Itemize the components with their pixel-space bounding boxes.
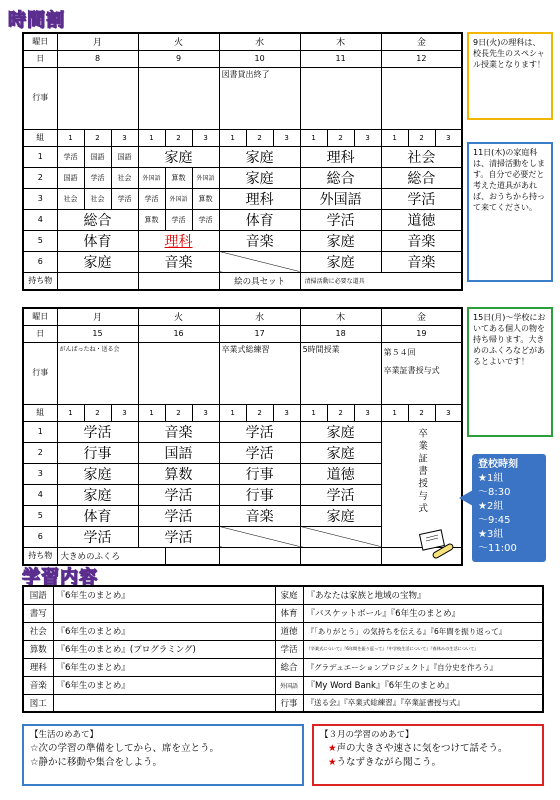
cell-wed: 体育 bbox=[219, 209, 300, 230]
mochimono-tue bbox=[165, 547, 219, 565]
cell-thu: 学活 bbox=[300, 484, 381, 505]
event-fri bbox=[381, 342, 462, 404]
arrival-line: ～11:00 bbox=[478, 543, 517, 554]
cell-mon: 体育 bbox=[57, 505, 138, 526]
content-gaikokugo: 『My Word Bank』『6年生のまとめ』 bbox=[303, 676, 543, 694]
cell-mon: 家庭 bbox=[57, 251, 138, 272]
cell-tue-1: 学活 bbox=[138, 188, 165, 209]
cell-mon: 総合 bbox=[57, 209, 138, 230]
cell-wed: 学活 bbox=[219, 442, 300, 463]
period-1: 1 bbox=[23, 146, 57, 167]
event-mon: がんばったね・送る会 bbox=[57, 342, 138, 404]
group-num: 1 bbox=[381, 404, 408, 421]
mochimono-tue bbox=[138, 272, 219, 290]
cell-fri: 学活 bbox=[381, 188, 462, 209]
content-taiiku: 『バスケットボール』『6年生のまとめ』 bbox=[303, 604, 543, 622]
cell-wed: 家庭 bbox=[219, 167, 300, 188]
subject-dotoku: 道徳 bbox=[275, 622, 303, 640]
period-4: 4 bbox=[23, 209, 57, 230]
cell-mon-3: 社会 bbox=[111, 167, 138, 188]
group-num: 1 bbox=[57, 404, 84, 421]
cell-mon-2: 社会 bbox=[84, 188, 111, 209]
mochimono-wed bbox=[219, 547, 300, 565]
date-tue: 9 bbox=[138, 50, 219, 67]
row-label-youbi: 曜日 bbox=[23, 33, 57, 50]
group-num: 1 bbox=[300, 404, 327, 421]
event-tue bbox=[138, 67, 219, 129]
row-label-kumi: 組 bbox=[23, 129, 57, 146]
period-4: 4 bbox=[23, 484, 57, 505]
event-thu: 5時間授業 bbox=[300, 342, 381, 404]
period-3: 3 bbox=[23, 463, 57, 484]
subject-gakkatsu: 学活 bbox=[275, 640, 303, 658]
star-icon: ★ bbox=[328, 757, 337, 768]
event-thu bbox=[300, 67, 381, 129]
cell-tue-special: 理科 bbox=[138, 230, 219, 251]
group-num: 3 bbox=[435, 404, 462, 421]
cell-mon: 体育 bbox=[57, 230, 138, 251]
event-tue bbox=[138, 342, 219, 404]
cell-thu: 外国語 bbox=[300, 188, 381, 209]
group-num: 3 bbox=[192, 129, 219, 146]
subject-katei: 家庭 bbox=[275, 586, 303, 604]
group-num: 2 bbox=[408, 404, 435, 421]
content-kokugo: 『6年生のまとめ』 bbox=[53, 586, 275, 604]
group-num: 1 bbox=[57, 129, 84, 146]
arrival-line: ★2組 bbox=[478, 501, 504, 512]
mochimono-wed: 絵の具セット bbox=[219, 272, 300, 290]
day-wed: 水 bbox=[219, 33, 300, 50]
cell-fri: 道徳 bbox=[381, 209, 462, 230]
date-thu: 11 bbox=[300, 50, 381, 67]
cell-mon-1: 学活 bbox=[57, 146, 84, 167]
gakushu-title: 学習内容 bbox=[22, 567, 98, 588]
cell-tue: 算数 bbox=[138, 463, 219, 484]
group-num: 2 bbox=[408, 129, 435, 146]
subject-gaikokugo: 外国語 bbox=[275, 676, 303, 694]
note-home-econ-cleaning: 11日(木)の家庭科は、清掃活動をします。自分で必要だと考えた道具があれば、おうちから持って来てください。 bbox=[467, 142, 553, 282]
cell-tue: 家庭 bbox=[138, 146, 219, 167]
group-num: 3 bbox=[273, 129, 300, 146]
cell-wed: 行事 bbox=[219, 463, 300, 484]
cell-tue: 学活 bbox=[138, 484, 219, 505]
date-mon: 8 bbox=[57, 50, 138, 67]
subject-sansu: 算数 bbox=[23, 640, 53, 658]
life-goal-item: ☆次の学習の準備をしてから、席を立とう。 bbox=[30, 743, 220, 754]
group-num: 2 bbox=[165, 129, 192, 146]
subject-shakai: 社会 bbox=[23, 622, 53, 640]
cell-mon-1: 国語 bbox=[57, 167, 84, 188]
cell-tue-3: 学活 bbox=[192, 209, 219, 230]
cell-wed-empty bbox=[219, 251, 300, 272]
timetable-week2 bbox=[22, 307, 463, 566]
study-goals bbox=[312, 724, 544, 786]
content-rika: 『6年生のまとめ』 bbox=[53, 658, 275, 676]
cell-tue-2: 算数 bbox=[165, 167, 192, 188]
group-num: 2 bbox=[84, 129, 111, 146]
mochimono-mon: 大きめのふくろ bbox=[57, 547, 165, 565]
content-sogo: 『グラデュエーションプロジェクト』『自分史を作ろう』 bbox=[303, 658, 543, 676]
arrival-line: ～8:30 bbox=[478, 487, 511, 498]
life-goal-item: ☆静かに移動や集合をしよう。 bbox=[30, 757, 163, 768]
period-1: 1 bbox=[23, 421, 57, 442]
cell-fri: 社会 bbox=[381, 146, 462, 167]
group-num: 3 bbox=[354, 404, 381, 421]
day-fri: 金 bbox=[381, 308, 462, 325]
day-thu: 木 bbox=[300, 308, 381, 325]
cell-tue-3: 外国語 bbox=[192, 167, 219, 188]
cell-wed: 家庭 bbox=[219, 146, 300, 167]
event-mon bbox=[57, 67, 138, 129]
note-bring-bags: 15日(月)～学校においてある個人の物を持ち帰ります。大きめのふくろなどがあるとよいです！ bbox=[467, 307, 553, 437]
content-shosha bbox=[53, 604, 275, 622]
group-num: 1 bbox=[381, 129, 408, 146]
event-fri bbox=[381, 67, 462, 129]
period-3: 3 bbox=[23, 188, 57, 209]
cell-tue: 音楽 bbox=[138, 421, 219, 442]
mochimono-thu: 清掃活動に必要な道具 bbox=[300, 272, 462, 290]
mochimono-mon bbox=[57, 272, 138, 290]
subject-zuko: 図工 bbox=[23, 694, 53, 712]
group-num: 3 bbox=[192, 404, 219, 421]
group-num: 2 bbox=[246, 404, 273, 421]
day-mon: 月 bbox=[57, 308, 138, 325]
day-wed: 水 bbox=[219, 308, 300, 325]
date-wed: 10 bbox=[219, 50, 300, 67]
cell-thu: 家庭 bbox=[300, 230, 381, 251]
date-wed: 17 bbox=[219, 325, 300, 342]
cell-wed: 音楽 bbox=[219, 505, 300, 526]
cell-wed: 学活 bbox=[219, 421, 300, 442]
group-num: 3 bbox=[111, 129, 138, 146]
period-6: 6 bbox=[23, 251, 57, 272]
subject-rika: 理科 bbox=[23, 658, 53, 676]
row-label-hi: 日 bbox=[23, 50, 57, 67]
row-label-gyoji: 行事 bbox=[23, 342, 57, 404]
cell-thu: 総合 bbox=[300, 167, 381, 188]
subject-kokugo: 国語 bbox=[23, 586, 53, 604]
cell-tue: 音楽 bbox=[138, 251, 219, 272]
content-dotoku: 『「ありがとう」の気持ちを伝える』『6年間を振り返って』 bbox=[303, 622, 543, 640]
period-6: 6 bbox=[23, 526, 57, 547]
day-thu: 木 bbox=[300, 33, 381, 50]
content-gyoji: 『送る会』『卒業式総練習』『卒業証書授与式』 bbox=[303, 694, 543, 712]
cell-tue-1: 外国語 bbox=[138, 167, 165, 188]
mochimono-thu bbox=[300, 547, 381, 565]
cell-thu: 理科 bbox=[300, 146, 381, 167]
cell-fri: 総合 bbox=[381, 167, 462, 188]
subject-ongaku: 音楽 bbox=[23, 676, 53, 694]
cell-fri: 音楽 bbox=[381, 251, 462, 272]
cell-mon: 家庭 bbox=[57, 484, 138, 505]
life-goals-title: 【生活のめあて】 bbox=[30, 730, 99, 740]
event-wed: 図書貸出終了 bbox=[219, 67, 300, 129]
cell-mon-3: 学活 bbox=[111, 188, 138, 209]
group-num: 1 bbox=[138, 129, 165, 146]
group-num: 2 bbox=[84, 404, 111, 421]
content-katei: 『あなたは家族と地域の宝物』 bbox=[303, 586, 543, 604]
subject-gyoji: 行事 bbox=[275, 694, 303, 712]
cell-mon-2: 学活 bbox=[84, 167, 111, 188]
arrival-line: ★1組 bbox=[478, 473, 504, 484]
period-2: 2 bbox=[23, 442, 57, 463]
group-num: 3 bbox=[111, 404, 138, 421]
subject-sogo: 総合 bbox=[275, 658, 303, 676]
event-wed: 卒業式総練習 bbox=[219, 342, 300, 404]
cell-thu-empty bbox=[300, 526, 381, 547]
cell-mon-2: 国語 bbox=[84, 146, 111, 167]
cell-tue: 国語 bbox=[138, 442, 219, 463]
group-num: 1 bbox=[138, 404, 165, 421]
cell-fri: 音楽 bbox=[381, 230, 462, 251]
row-label-hi: 日 bbox=[23, 325, 57, 342]
date-tue: 16 bbox=[138, 325, 219, 342]
content-ongaku: 『6年生のまとめ』 bbox=[53, 676, 275, 694]
period-5: 5 bbox=[23, 505, 57, 526]
row-label-kumi: 組 bbox=[23, 404, 57, 421]
content-sansu: 『6年生のまとめ』(プログラミング) bbox=[53, 640, 275, 658]
ceremony-vertical-text: 卒業証書授与式 bbox=[416, 427, 428, 515]
study-goal-item: ★うなずきながら聞こう。 bbox=[328, 757, 442, 768]
content-gakkatsu: 『卒業式について』『6年間を振り返って』『中学校生活について』『春休みの生活について』 bbox=[303, 640, 543, 658]
study-goal-item: ★声の大きさや速さに気をつけて話そう。 bbox=[328, 743, 508, 754]
day-tue: 火 bbox=[138, 308, 219, 325]
subject-taiiku: 体育 bbox=[275, 604, 303, 622]
cell-tue: 学活 bbox=[138, 526, 219, 547]
arrival-line: ★3組 bbox=[478, 529, 504, 540]
period-2: 2 bbox=[23, 167, 57, 188]
row-label-mochimono: 持ち物 bbox=[23, 272, 57, 290]
group-num: 2 bbox=[327, 404, 354, 421]
life-goals bbox=[22, 724, 304, 786]
arrival-line: ～9:45 bbox=[478, 515, 511, 526]
timetable-week1 bbox=[22, 32, 463, 291]
row-label-youbi: 曜日 bbox=[23, 308, 57, 325]
period-5: 5 bbox=[23, 230, 57, 251]
content-zuko bbox=[53, 694, 275, 712]
arrival-pointer-icon bbox=[459, 490, 473, 506]
study-goals-title: 【３月の学習のめあて】 bbox=[320, 730, 414, 740]
cell-mon-1: 社会 bbox=[57, 188, 84, 209]
date-fri: 19 bbox=[381, 325, 462, 342]
day-fri: 金 bbox=[381, 33, 462, 50]
group-num: 1 bbox=[300, 129, 327, 146]
diploma-icon bbox=[418, 528, 458, 564]
note-arrival-times bbox=[472, 454, 546, 562]
gakushu-table bbox=[22, 585, 544, 713]
cell-mon: 学活 bbox=[57, 421, 138, 442]
cell-mon: 学活 bbox=[57, 526, 138, 547]
group-num: 1 bbox=[219, 129, 246, 146]
group-num: 3 bbox=[435, 129, 462, 146]
cell-thu: 家庭 bbox=[300, 251, 381, 272]
cell-thu: 学活 bbox=[300, 209, 381, 230]
cell-mon: 家庭 bbox=[57, 463, 138, 484]
group-num: 3 bbox=[273, 404, 300, 421]
cell-thu: 道徳 bbox=[300, 463, 381, 484]
row-label-gyoji: 行事 bbox=[23, 67, 57, 129]
cell-thu: 家庭 bbox=[300, 442, 381, 463]
cell-wed-empty bbox=[219, 526, 300, 547]
event-fri-line1: 第５４回 bbox=[383, 347, 416, 357]
cell-thu: 家庭 bbox=[300, 505, 381, 526]
day-mon: 月 bbox=[57, 33, 138, 50]
cell-wed: 音楽 bbox=[219, 230, 300, 251]
cell-mon: 行事 bbox=[57, 442, 138, 463]
group-num: 2 bbox=[327, 129, 354, 146]
cell-tue-1: 算数 bbox=[138, 209, 165, 230]
cell-wed: 理科 bbox=[219, 188, 300, 209]
cell-tue-2: 外国語 bbox=[165, 188, 192, 209]
date-fri: 12 bbox=[381, 50, 462, 67]
date-mon: 15 bbox=[57, 325, 138, 342]
subject-shosha: 書写 bbox=[23, 604, 53, 622]
note-science-special: 9日(火)の理科は、校長先生のスペシャル授業となります！ bbox=[467, 32, 553, 120]
cell-wed: 行事 bbox=[219, 484, 300, 505]
group-num: 3 bbox=[354, 129, 381, 146]
row-label-mochimono: 持ち物 bbox=[23, 547, 57, 565]
cell-thu: 家庭 bbox=[300, 421, 381, 442]
group-num: 2 bbox=[165, 404, 192, 421]
cell-tue: 学活 bbox=[138, 505, 219, 526]
cell-mon-3: 国語 bbox=[111, 146, 138, 167]
content-shakai: 『6年生のまとめ』 bbox=[53, 622, 275, 640]
cell-tue-2: 学活 bbox=[165, 209, 192, 230]
day-tue: 火 bbox=[138, 33, 219, 50]
group-num: 2 bbox=[246, 129, 273, 146]
group-num: 1 bbox=[219, 404, 246, 421]
event-fri-line2: 卒業証書授与式 bbox=[383, 365, 440, 375]
cell-tue-3: 算数 bbox=[192, 188, 219, 209]
arrival-title: 登校時刻 bbox=[478, 459, 518, 470]
star-icon: ★ bbox=[328, 743, 337, 754]
timetable-title: 時間割 bbox=[8, 10, 65, 31]
date-thu: 18 bbox=[300, 325, 381, 342]
